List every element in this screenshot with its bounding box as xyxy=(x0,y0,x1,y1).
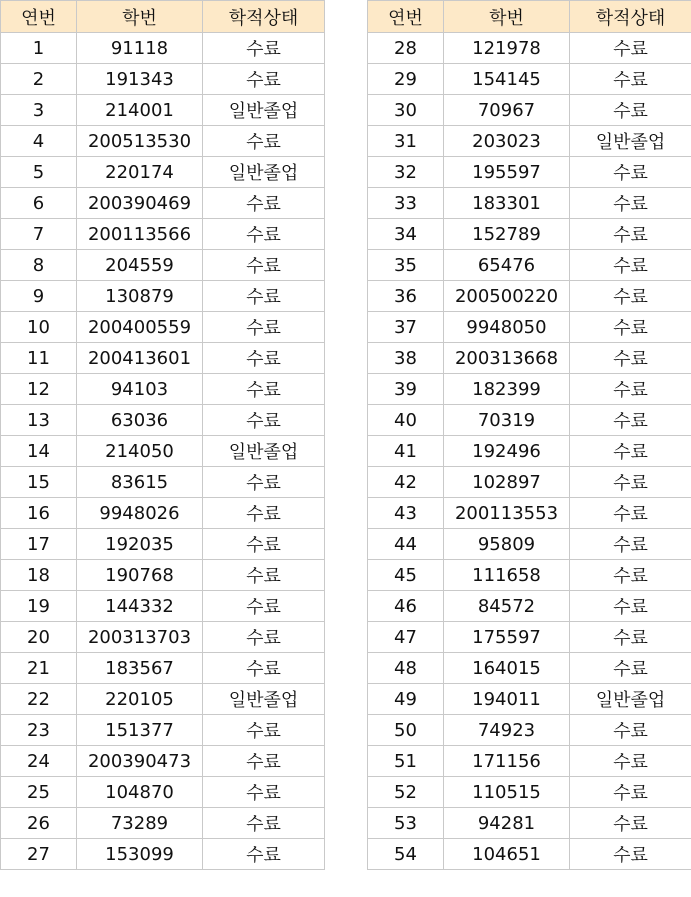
status-cell: 수료 xyxy=(570,622,691,653)
serial-cell: 30 xyxy=(368,95,444,126)
table-row xyxy=(1,560,325,591)
status-cell: 수료 xyxy=(570,33,691,64)
status-cell: 수료 xyxy=(570,64,691,95)
student-id-cell: 204559 xyxy=(77,250,203,281)
status-cell: 일반졸업 xyxy=(203,436,325,467)
status-cell: 수료 xyxy=(203,777,325,808)
table-row xyxy=(368,250,691,281)
status-cell: 수료 xyxy=(203,591,325,622)
student-id-cell: 104651 xyxy=(444,839,570,870)
status-cell: 수료 xyxy=(203,622,325,653)
serial-cell: 37 xyxy=(368,312,444,343)
student-id-cell: 220105 xyxy=(77,684,203,715)
status-cell: 수료 xyxy=(203,281,325,312)
table-body-right xyxy=(368,33,691,870)
table-row xyxy=(368,684,691,715)
status-cell: 수료 xyxy=(203,64,325,95)
student-id-cell: 73289 xyxy=(77,808,203,839)
serial-cell: 44 xyxy=(368,529,444,560)
serial-cell: 11 xyxy=(1,343,77,374)
student-id-cell: 94103 xyxy=(77,374,203,405)
serial-cell: 2 xyxy=(1,64,77,95)
table-row xyxy=(1,126,325,157)
status-cell: 수료 xyxy=(203,467,325,498)
serial-cell: 6 xyxy=(1,188,77,219)
status-cell: 수료 xyxy=(203,498,325,529)
status-cell: 수료 xyxy=(203,653,325,684)
student-id-cell: 214001 xyxy=(77,95,203,126)
student-id-cell: 200390469 xyxy=(77,188,203,219)
table-row xyxy=(368,839,691,870)
status-cell: 수료 xyxy=(570,250,691,281)
status-cell: 일반졸업 xyxy=(203,684,325,715)
serial-cell: 12 xyxy=(1,374,77,405)
table-row xyxy=(1,591,325,622)
table-row xyxy=(368,746,691,777)
student-id-cell: 182399 xyxy=(444,374,570,405)
table-row xyxy=(1,95,325,126)
serial-cell: 8 xyxy=(1,250,77,281)
table-row xyxy=(1,839,325,870)
header-student-id: 학번 xyxy=(77,1,203,33)
table-row xyxy=(1,715,325,746)
student-id-cell: 102897 xyxy=(444,467,570,498)
status-cell: 수료 xyxy=(570,746,691,777)
header-serial: 연번 xyxy=(1,1,77,33)
serial-cell: 27 xyxy=(1,839,77,870)
status-cell: 수료 xyxy=(203,529,325,560)
status-cell: 수료 xyxy=(570,343,691,374)
table-row xyxy=(368,529,691,560)
student-id-cell: 191343 xyxy=(77,64,203,95)
status-cell: 수료 xyxy=(203,560,325,591)
serial-cell: 3 xyxy=(1,95,77,126)
serial-cell: 48 xyxy=(368,653,444,684)
student-id-cell: 183301 xyxy=(444,188,570,219)
serial-cell: 54 xyxy=(368,839,444,870)
serial-cell: 19 xyxy=(1,591,77,622)
table-row xyxy=(368,281,691,312)
table-row xyxy=(368,126,691,157)
status-cell: 일반졸업 xyxy=(203,157,325,188)
header-student-id: 학번 xyxy=(444,1,570,33)
student-id-cell: 70967 xyxy=(444,95,570,126)
serial-cell: 33 xyxy=(368,188,444,219)
header-row xyxy=(368,1,691,33)
status-cell: 일반졸업 xyxy=(203,95,325,126)
status-cell: 수료 xyxy=(203,808,325,839)
serial-cell: 21 xyxy=(1,653,77,684)
status-cell: 수료 xyxy=(570,157,691,188)
serial-cell: 29 xyxy=(368,64,444,95)
status-cell: 수료 xyxy=(570,281,691,312)
student-id-cell: 175597 xyxy=(444,622,570,653)
student-id-cell: 95809 xyxy=(444,529,570,560)
table-row xyxy=(368,591,691,622)
student-id-cell: 65476 xyxy=(444,250,570,281)
table-row xyxy=(368,808,691,839)
table-row xyxy=(368,622,691,653)
student-id-cell: 200413601 xyxy=(77,343,203,374)
student-table-left xyxy=(0,0,325,870)
status-cell: 수료 xyxy=(570,560,691,591)
table-row xyxy=(368,498,691,529)
table-row xyxy=(368,715,691,746)
student-id-cell: 195597 xyxy=(444,157,570,188)
table-row xyxy=(1,436,325,467)
status-cell: 수료 xyxy=(203,405,325,436)
student-id-cell: 200313703 xyxy=(77,622,203,653)
serial-cell: 20 xyxy=(1,622,77,653)
student-id-cell: 200313668 xyxy=(444,343,570,374)
student-id-cell: 121978 xyxy=(444,33,570,64)
serial-cell: 22 xyxy=(1,684,77,715)
table-row xyxy=(368,343,691,374)
serial-cell: 35 xyxy=(368,250,444,281)
table-row xyxy=(368,467,691,498)
status-cell: 수료 xyxy=(203,746,325,777)
header-serial: 연번 xyxy=(368,1,444,33)
serial-cell: 24 xyxy=(1,746,77,777)
student-id-cell: 171156 xyxy=(444,746,570,777)
status-cell: 수료 xyxy=(570,467,691,498)
serial-cell: 49 xyxy=(368,684,444,715)
header-status: 학적상태 xyxy=(203,1,325,33)
table-row xyxy=(368,95,691,126)
status-cell: 수료 xyxy=(203,715,325,746)
table-row xyxy=(368,374,691,405)
student-id-cell: 203023 xyxy=(444,126,570,157)
table-row xyxy=(1,157,325,188)
student-id-cell: 190768 xyxy=(77,560,203,591)
table-row xyxy=(368,436,691,467)
serial-cell: 53 xyxy=(368,808,444,839)
table-row xyxy=(368,33,691,64)
serial-cell: 32 xyxy=(368,157,444,188)
student-id-cell: 200513530 xyxy=(77,126,203,157)
serial-cell: 23 xyxy=(1,715,77,746)
table-row xyxy=(368,64,691,95)
status-cell: 수료 xyxy=(203,126,325,157)
table-row xyxy=(1,281,325,312)
status-cell: 수료 xyxy=(570,498,691,529)
student-id-cell: 110515 xyxy=(444,777,570,808)
status-cell: 수료 xyxy=(570,188,691,219)
student-id-cell: 84572 xyxy=(444,591,570,622)
serial-cell: 15 xyxy=(1,467,77,498)
student-id-cell: 83615 xyxy=(77,467,203,498)
status-cell: 수료 xyxy=(203,839,325,870)
table-row xyxy=(1,746,325,777)
serial-cell: 25 xyxy=(1,777,77,808)
table-row xyxy=(1,219,325,250)
header-status: 학적상태 xyxy=(570,1,691,33)
table-row xyxy=(1,684,325,715)
header-row xyxy=(1,1,325,33)
student-id-cell: 94281 xyxy=(444,808,570,839)
status-cell: 일반졸업 xyxy=(570,684,691,715)
table-row xyxy=(1,622,325,653)
student-id-cell: 220174 xyxy=(77,157,203,188)
status-cell: 수료 xyxy=(570,312,691,343)
student-id-cell: 164015 xyxy=(444,653,570,684)
serial-cell: 40 xyxy=(368,405,444,436)
status-cell: 수료 xyxy=(570,405,691,436)
table-row xyxy=(368,560,691,591)
table-row xyxy=(1,777,325,808)
table-row xyxy=(1,250,325,281)
status-cell: 일반졸업 xyxy=(570,126,691,157)
table-row xyxy=(1,529,325,560)
student-id-cell: 111658 xyxy=(444,560,570,591)
table-row xyxy=(368,777,691,808)
student-id-cell: 183567 xyxy=(77,653,203,684)
serial-cell: 38 xyxy=(368,343,444,374)
serial-cell: 28 xyxy=(368,33,444,64)
serial-cell: 42 xyxy=(368,467,444,498)
table-row xyxy=(1,498,325,529)
serial-cell: 14 xyxy=(1,436,77,467)
table-row xyxy=(368,653,691,684)
status-cell: 수료 xyxy=(203,188,325,219)
student-id-cell: 200400559 xyxy=(77,312,203,343)
serial-cell: 10 xyxy=(1,312,77,343)
table-row xyxy=(1,374,325,405)
table-body-left xyxy=(1,33,325,870)
table-row xyxy=(368,405,691,436)
table-row xyxy=(368,312,691,343)
serial-cell: 5 xyxy=(1,157,77,188)
student-id-cell: 63036 xyxy=(77,405,203,436)
table-row xyxy=(368,157,691,188)
serial-cell: 50 xyxy=(368,715,444,746)
status-cell: 수료 xyxy=(570,95,691,126)
status-cell: 수료 xyxy=(203,219,325,250)
status-cell: 수료 xyxy=(570,374,691,405)
serial-cell: 18 xyxy=(1,560,77,591)
student-table-right xyxy=(367,0,691,870)
table-row xyxy=(1,64,325,95)
student-id-cell: 200113553 xyxy=(444,498,570,529)
student-id-cell: 9948026 xyxy=(77,498,203,529)
status-cell: 수료 xyxy=(203,33,325,64)
table-row xyxy=(368,219,691,250)
student-id-cell: 144332 xyxy=(77,591,203,622)
status-cell: 수료 xyxy=(203,374,325,405)
student-id-cell: 192035 xyxy=(77,529,203,560)
student-id-cell: 9948050 xyxy=(444,312,570,343)
serial-cell: 45 xyxy=(368,560,444,591)
serial-cell: 1 xyxy=(1,33,77,64)
serial-cell: 31 xyxy=(368,126,444,157)
serial-cell: 7 xyxy=(1,219,77,250)
serial-cell: 16 xyxy=(1,498,77,529)
serial-cell: 4 xyxy=(1,126,77,157)
table-row xyxy=(1,33,325,64)
status-cell: 수료 xyxy=(570,715,691,746)
student-id-cell: 151377 xyxy=(77,715,203,746)
serial-cell: 52 xyxy=(368,777,444,808)
table-row xyxy=(1,405,325,436)
student-id-cell: 74923 xyxy=(444,715,570,746)
serial-cell: 46 xyxy=(368,591,444,622)
student-id-cell: 192496 xyxy=(444,436,570,467)
status-cell: 수료 xyxy=(570,529,691,560)
serial-cell: 51 xyxy=(368,746,444,777)
student-id-cell: 154145 xyxy=(444,64,570,95)
student-id-cell: 194011 xyxy=(444,684,570,715)
status-cell: 수료 xyxy=(570,653,691,684)
serial-cell: 43 xyxy=(368,498,444,529)
status-cell: 수료 xyxy=(570,436,691,467)
status-cell: 수료 xyxy=(570,219,691,250)
serial-cell: 34 xyxy=(368,219,444,250)
serial-cell: 13 xyxy=(1,405,77,436)
student-id-cell: 91118 xyxy=(77,33,203,64)
table-row xyxy=(1,653,325,684)
student-id-cell: 200390473 xyxy=(77,746,203,777)
student-id-cell: 152789 xyxy=(444,219,570,250)
student-id-cell: 200500220 xyxy=(444,281,570,312)
table-row xyxy=(368,188,691,219)
status-cell: 수료 xyxy=(203,343,325,374)
student-id-cell: 104870 xyxy=(77,777,203,808)
table-row xyxy=(1,467,325,498)
student-id-cell: 153099 xyxy=(77,839,203,870)
status-cell: 수료 xyxy=(570,777,691,808)
status-cell: 수료 xyxy=(570,591,691,622)
table-row xyxy=(1,343,325,374)
status-cell: 수료 xyxy=(203,312,325,343)
table-row xyxy=(1,188,325,219)
serial-cell: 36 xyxy=(368,281,444,312)
student-id-cell: 214050 xyxy=(77,436,203,467)
serial-cell: 39 xyxy=(368,374,444,405)
serial-cell: 26 xyxy=(1,808,77,839)
status-cell: 수료 xyxy=(203,250,325,281)
table-row xyxy=(1,808,325,839)
serial-cell: 47 xyxy=(368,622,444,653)
student-id-cell: 70319 xyxy=(444,405,570,436)
serial-cell: 9 xyxy=(1,281,77,312)
table-row xyxy=(1,312,325,343)
status-cell: 수료 xyxy=(570,839,691,870)
serial-cell: 17 xyxy=(1,529,77,560)
status-cell: 수료 xyxy=(570,808,691,839)
student-id-cell: 200113566 xyxy=(77,219,203,250)
student-id-cell: 130879 xyxy=(77,281,203,312)
serial-cell: 41 xyxy=(368,436,444,467)
